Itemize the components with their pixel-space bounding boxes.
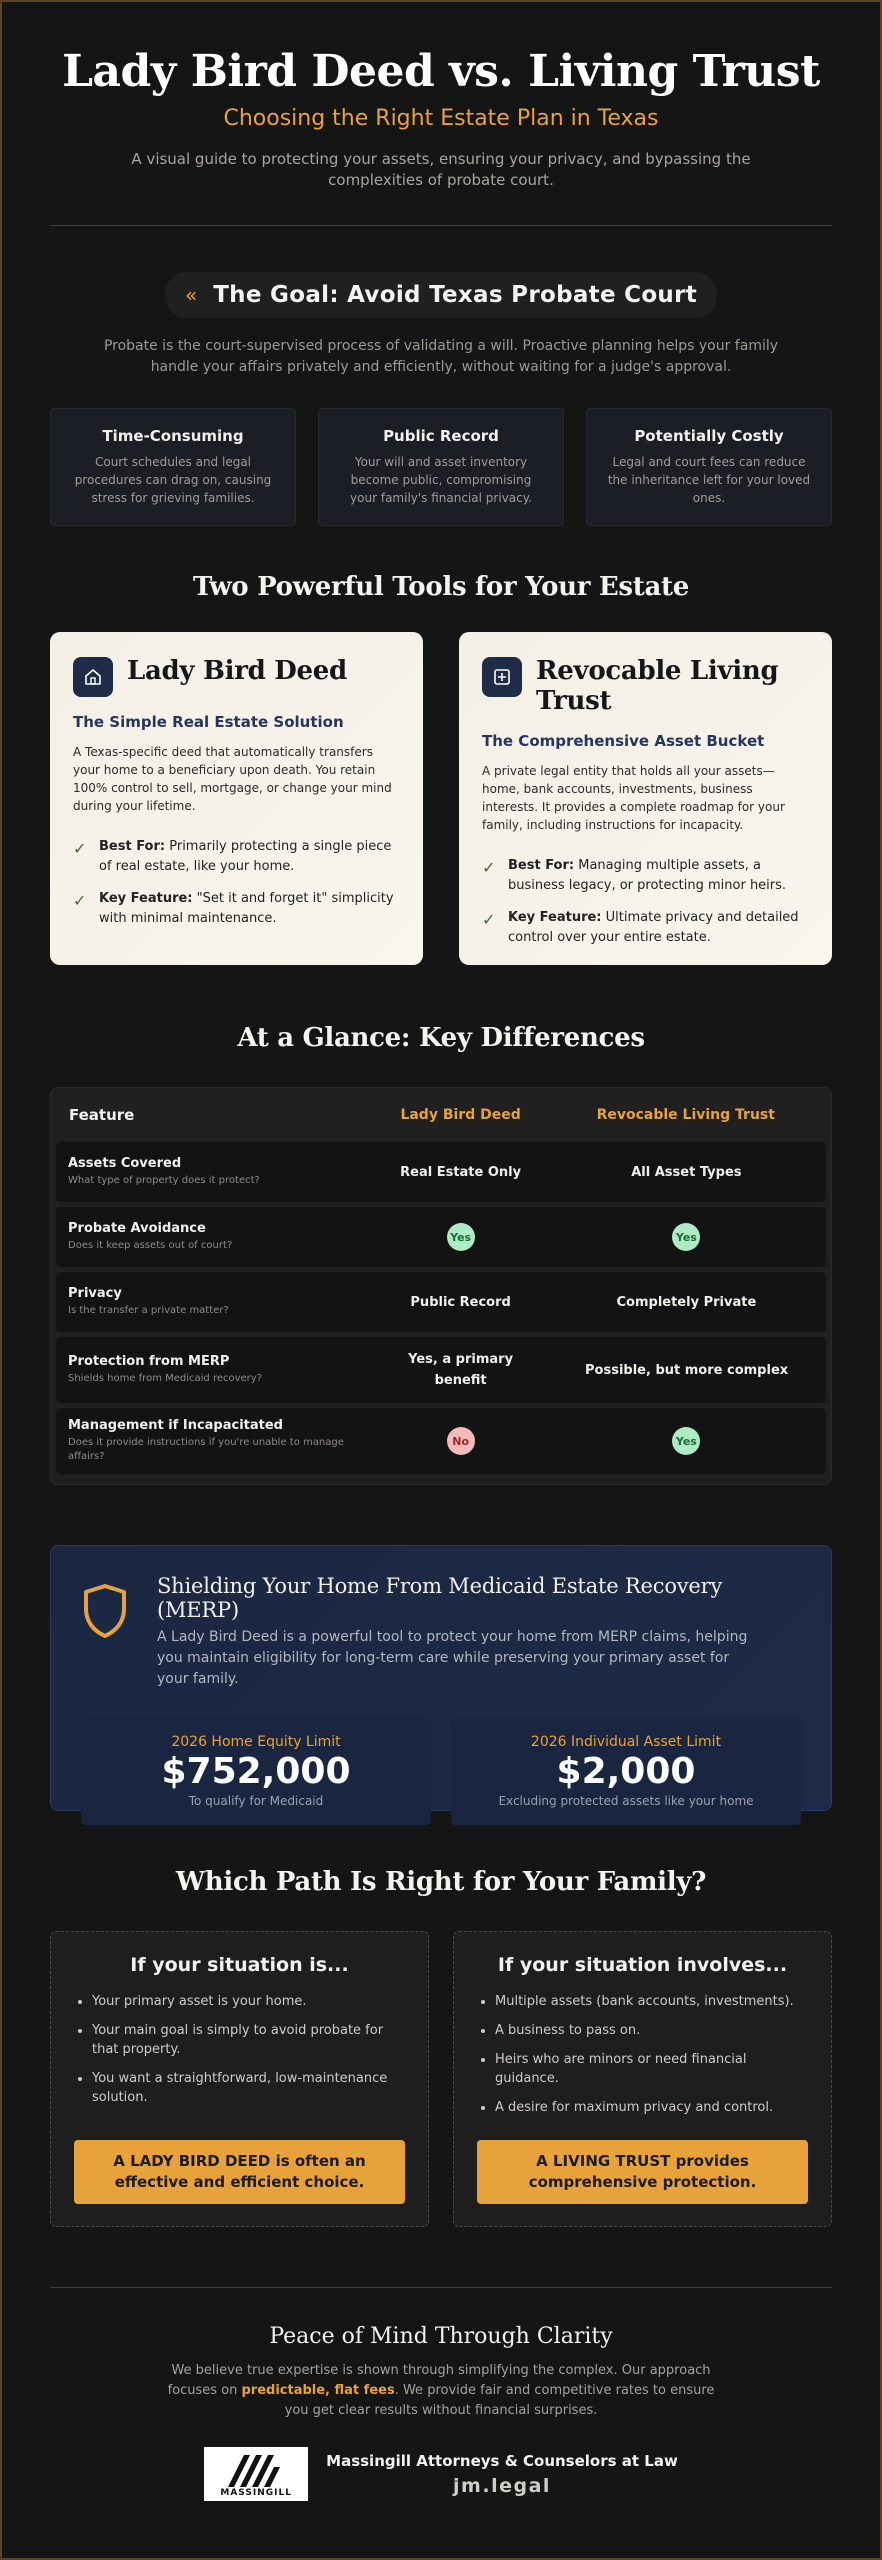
footer-text-part: We believe true expertise is shown through simplifying the complex. Our approach focuses on bbox=[167, 2363, 711, 2398]
list-item: • Your primary asset is your home. bbox=[92, 1992, 405, 2011]
limit-note: Excluding protected assets like your home bbox=[498, 1794, 754, 1808]
problem-title: Time-Consuming bbox=[102, 427, 244, 445]
point-text: Ultimate privacy and detailed control over your entire estate. bbox=[508, 910, 799, 945]
feature-point bbox=[482, 856, 809, 896]
lady-bird-cta-button[interactable]: A LADY BIRD DEED is often an effective and efficient choice. bbox=[74, 2140, 405, 2204]
divider bbox=[50, 225, 832, 226]
footer bbox=[50, 2324, 832, 2501]
limit-card bbox=[451, 1717, 801, 1825]
paths-section-title: Which Path Is Right for Your Family? bbox=[175, 1867, 707, 1897]
limit-label: 2026 Individual Asset Limit bbox=[530, 1734, 722, 1750]
tools-section bbox=[50, 632, 832, 965]
lady-bird-value: Public Record bbox=[410, 1294, 511, 1310]
feature-desc: Does it provide instructions if you're unable to manage affairs? bbox=[68, 1437, 344, 1462]
logo-text: MASSINGILL bbox=[220, 2488, 292, 2498]
list-item: • A desire for maximum privacy and control. bbox=[495, 2098, 808, 2117]
no-badge: No bbox=[447, 1427, 475, 1455]
lady-bird-value: Real Estate Only bbox=[400, 1164, 522, 1180]
merp-title: Shielding Your Home From Medicaid Estate Recovery (MERP) bbox=[157, 1574, 723, 1622]
yes-badge: Yes bbox=[447, 1223, 475, 1251]
divider bbox=[50, 2287, 832, 2288]
path-card-trust bbox=[453, 1931, 832, 2227]
limit-value: $2,000 bbox=[556, 1751, 696, 1792]
probate-problems bbox=[50, 408, 832, 526]
point-text: Primarily protecting a single piece of real estate, like your home. bbox=[99, 839, 392, 874]
lady-bird-deed-card bbox=[50, 632, 423, 965]
feature-point bbox=[73, 889, 400, 929]
card-tagline: The Comprehensive Asset Bucket bbox=[482, 732, 765, 750]
feature-desc: Shields home from Medicaid recovery? bbox=[68, 1373, 263, 1384]
table-row bbox=[56, 1337, 826, 1403]
point-label: Key Feature: bbox=[99, 891, 193, 906]
goal-title: The Goal: Avoid Texas Probate Court bbox=[213, 282, 698, 308]
list-item: • Your main goal is simply to avoid probate for that property. bbox=[92, 2021, 405, 2059]
limit-card bbox=[81, 1717, 431, 1825]
point-text: Managing multiple assets, a business legacy, or protecting minor heirs. bbox=[508, 858, 787, 893]
point-label: Best For: bbox=[508, 858, 575, 873]
hero-description: A visual guide to protecting your assets, ensuring your privacy, and bypassing the complexities of probate court. bbox=[131, 150, 751, 189]
trust-value: Possible, but more complex bbox=[585, 1362, 789, 1378]
firm-url-link[interactable]: jm.legal bbox=[453, 2474, 551, 2497]
problem-card bbox=[586, 408, 832, 526]
feature-point bbox=[482, 908, 809, 948]
feature-name: Probate Avoidance bbox=[68, 1221, 206, 1236]
column-header: Revocable Living Trust bbox=[596, 1107, 775, 1123]
path-title: If your situation involves... bbox=[497, 1954, 788, 1976]
page-content bbox=[50, 0, 832, 2501]
footer-title: Peace of Mind Through Clarity bbox=[269, 2324, 613, 2349]
limit-value: $752,000 bbox=[161, 1751, 351, 1792]
double-chevron-left-icon: « bbox=[184, 283, 198, 307]
list-item: • Heirs who are minors or need financial guidance. bbox=[495, 2050, 808, 2088]
firm-logo[interactable] bbox=[204, 2447, 308, 2501]
list-item: • You want a straightforward, low-maintenance solution. bbox=[92, 2069, 405, 2107]
column-header: Lady Bird Deed bbox=[400, 1107, 521, 1123]
feature-desc: What type of property does it protect? bbox=[68, 1175, 260, 1186]
point-text: "Set it and forget it" simplicity with minimal maintenance. bbox=[99, 891, 394, 926]
feature-name: Assets Covered bbox=[68, 1156, 182, 1171]
paths-section bbox=[50, 1931, 832, 2227]
plus-box-icon bbox=[482, 657, 522, 697]
feature-name: Privacy bbox=[68, 1286, 122, 1301]
yes-badge: Yes bbox=[672, 1223, 700, 1251]
path-title: If your situation is... bbox=[130, 1954, 349, 1976]
card-body: A Texas-specific deed that automatically transfers your home to a beneficiary upon death. You retain 100% control to sell, mortgage, or change your mind during your lifetime. bbox=[73, 745, 392, 813]
problem-text: Court schedules and legal procedures can drag on, causing stress for grieving families. bbox=[74, 455, 272, 505]
card-title: Lady Bird Deed bbox=[127, 656, 347, 686]
check-icon: ✓ bbox=[73, 839, 87, 858]
goal-section bbox=[50, 272, 832, 526]
feature-desc: Does it keep assets out of court? bbox=[68, 1240, 233, 1251]
goal-description: Probate is the court-supervised process of validating a will. Proactive planning helps your family handle your affairs privately and efficiently, without waiting for a judge's approval. bbox=[103, 338, 779, 375]
brand bbox=[50, 2447, 832, 2501]
problem-title: Public Record bbox=[383, 427, 499, 445]
feature-point bbox=[73, 837, 400, 877]
shield-icon bbox=[81, 1582, 131, 1690]
list-item: • A business to pass on. bbox=[495, 2021, 808, 2040]
living-trust-card bbox=[459, 632, 832, 965]
limit-note: To qualify for Medicaid bbox=[188, 1794, 324, 1808]
trust-value: All Asset Types bbox=[631, 1164, 742, 1180]
merp-section bbox=[50, 1545, 832, 1811]
check-icon: ✓ bbox=[482, 858, 496, 877]
problem-title: Potentially Costly bbox=[634, 427, 784, 445]
feature-desc: Is the transfer a private matter? bbox=[68, 1305, 229, 1316]
feature-name: Management if Incapacitated bbox=[68, 1418, 283, 1433]
footer-text bbox=[161, 2361, 721, 2421]
table-row bbox=[56, 1142, 826, 1202]
problem-card bbox=[318, 408, 564, 526]
hero bbox=[50, 0, 832, 191]
table-row bbox=[56, 1408, 826, 1474]
check-icon: ✓ bbox=[73, 891, 87, 910]
tools-section-title: Two Powerful Tools for Your Estate bbox=[193, 572, 689, 602]
footer-text-part: . We provide fair and competitive rates to ensure you get clear results without financial surprises. bbox=[284, 2383, 715, 2418]
point-label: Best For: bbox=[99, 839, 166, 854]
footer-highlight: predictable, flat fees bbox=[241, 2383, 395, 2398]
check-icon: ✓ bbox=[482, 910, 496, 929]
table-row bbox=[56, 1207, 826, 1267]
limit-label: 2026 Home Equity Limit bbox=[171, 1734, 341, 1750]
lady-bird-value: Yes, a primary benefit bbox=[408, 1352, 514, 1388]
living-trust-cta-button[interactable]: A LIVING TRUST provides comprehensive protection. bbox=[477, 2140, 808, 2204]
merp-description: A Lady Bird Deed is a powerful tool to protect your home from MERP claims, helping you maintain eligibility for long-term care while preserving your primary asset for your family. bbox=[157, 1629, 748, 1687]
table-row bbox=[56, 1272, 826, 1332]
page-title: Lady Bird Deed vs. Living Trust bbox=[62, 46, 820, 97]
column-header: Feature bbox=[69, 1106, 135, 1124]
card-title: Revocable Living Trust bbox=[536, 656, 779, 716]
card-body: A private legal entity that holds all your assets—home, bank accounts, investments, business interests. It provides a complete roadmap for your family, including instructions for incapacity. bbox=[482, 764, 785, 832]
house-icon bbox=[73, 657, 113, 697]
problem-text: Legal and court fees can reduce the inheritance left for your loved ones. bbox=[607, 455, 811, 505]
problem-card bbox=[50, 408, 296, 526]
path-card-lady-bird bbox=[50, 1931, 429, 2227]
compare-section-title: At a Glance: Key Differences bbox=[237, 1023, 645, 1053]
table-header bbox=[56, 1088, 826, 1142]
list-item: • Multiple assets (bank accounts, investments). bbox=[495, 1992, 808, 2011]
page-subtitle: Choosing the Right Estate Plan in Texas bbox=[223, 106, 659, 131]
firm-name: Massingill Attorneys & Counselors at Law bbox=[326, 2451, 678, 2470]
yes-badge: Yes bbox=[672, 1427, 700, 1455]
comparison-table bbox=[50, 1087, 832, 1485]
card-tagline: The Simple Real Estate Solution bbox=[73, 713, 344, 731]
feature-name: Protection from MERP bbox=[68, 1354, 230, 1369]
point-label: Key Feature: bbox=[508, 910, 602, 925]
goal-pill bbox=[165, 272, 717, 318]
trust-value: Completely Private bbox=[616, 1294, 757, 1310]
problem-text: Your will and asset inventory become public, compromising your family's financial privacy. bbox=[350, 455, 532, 505]
